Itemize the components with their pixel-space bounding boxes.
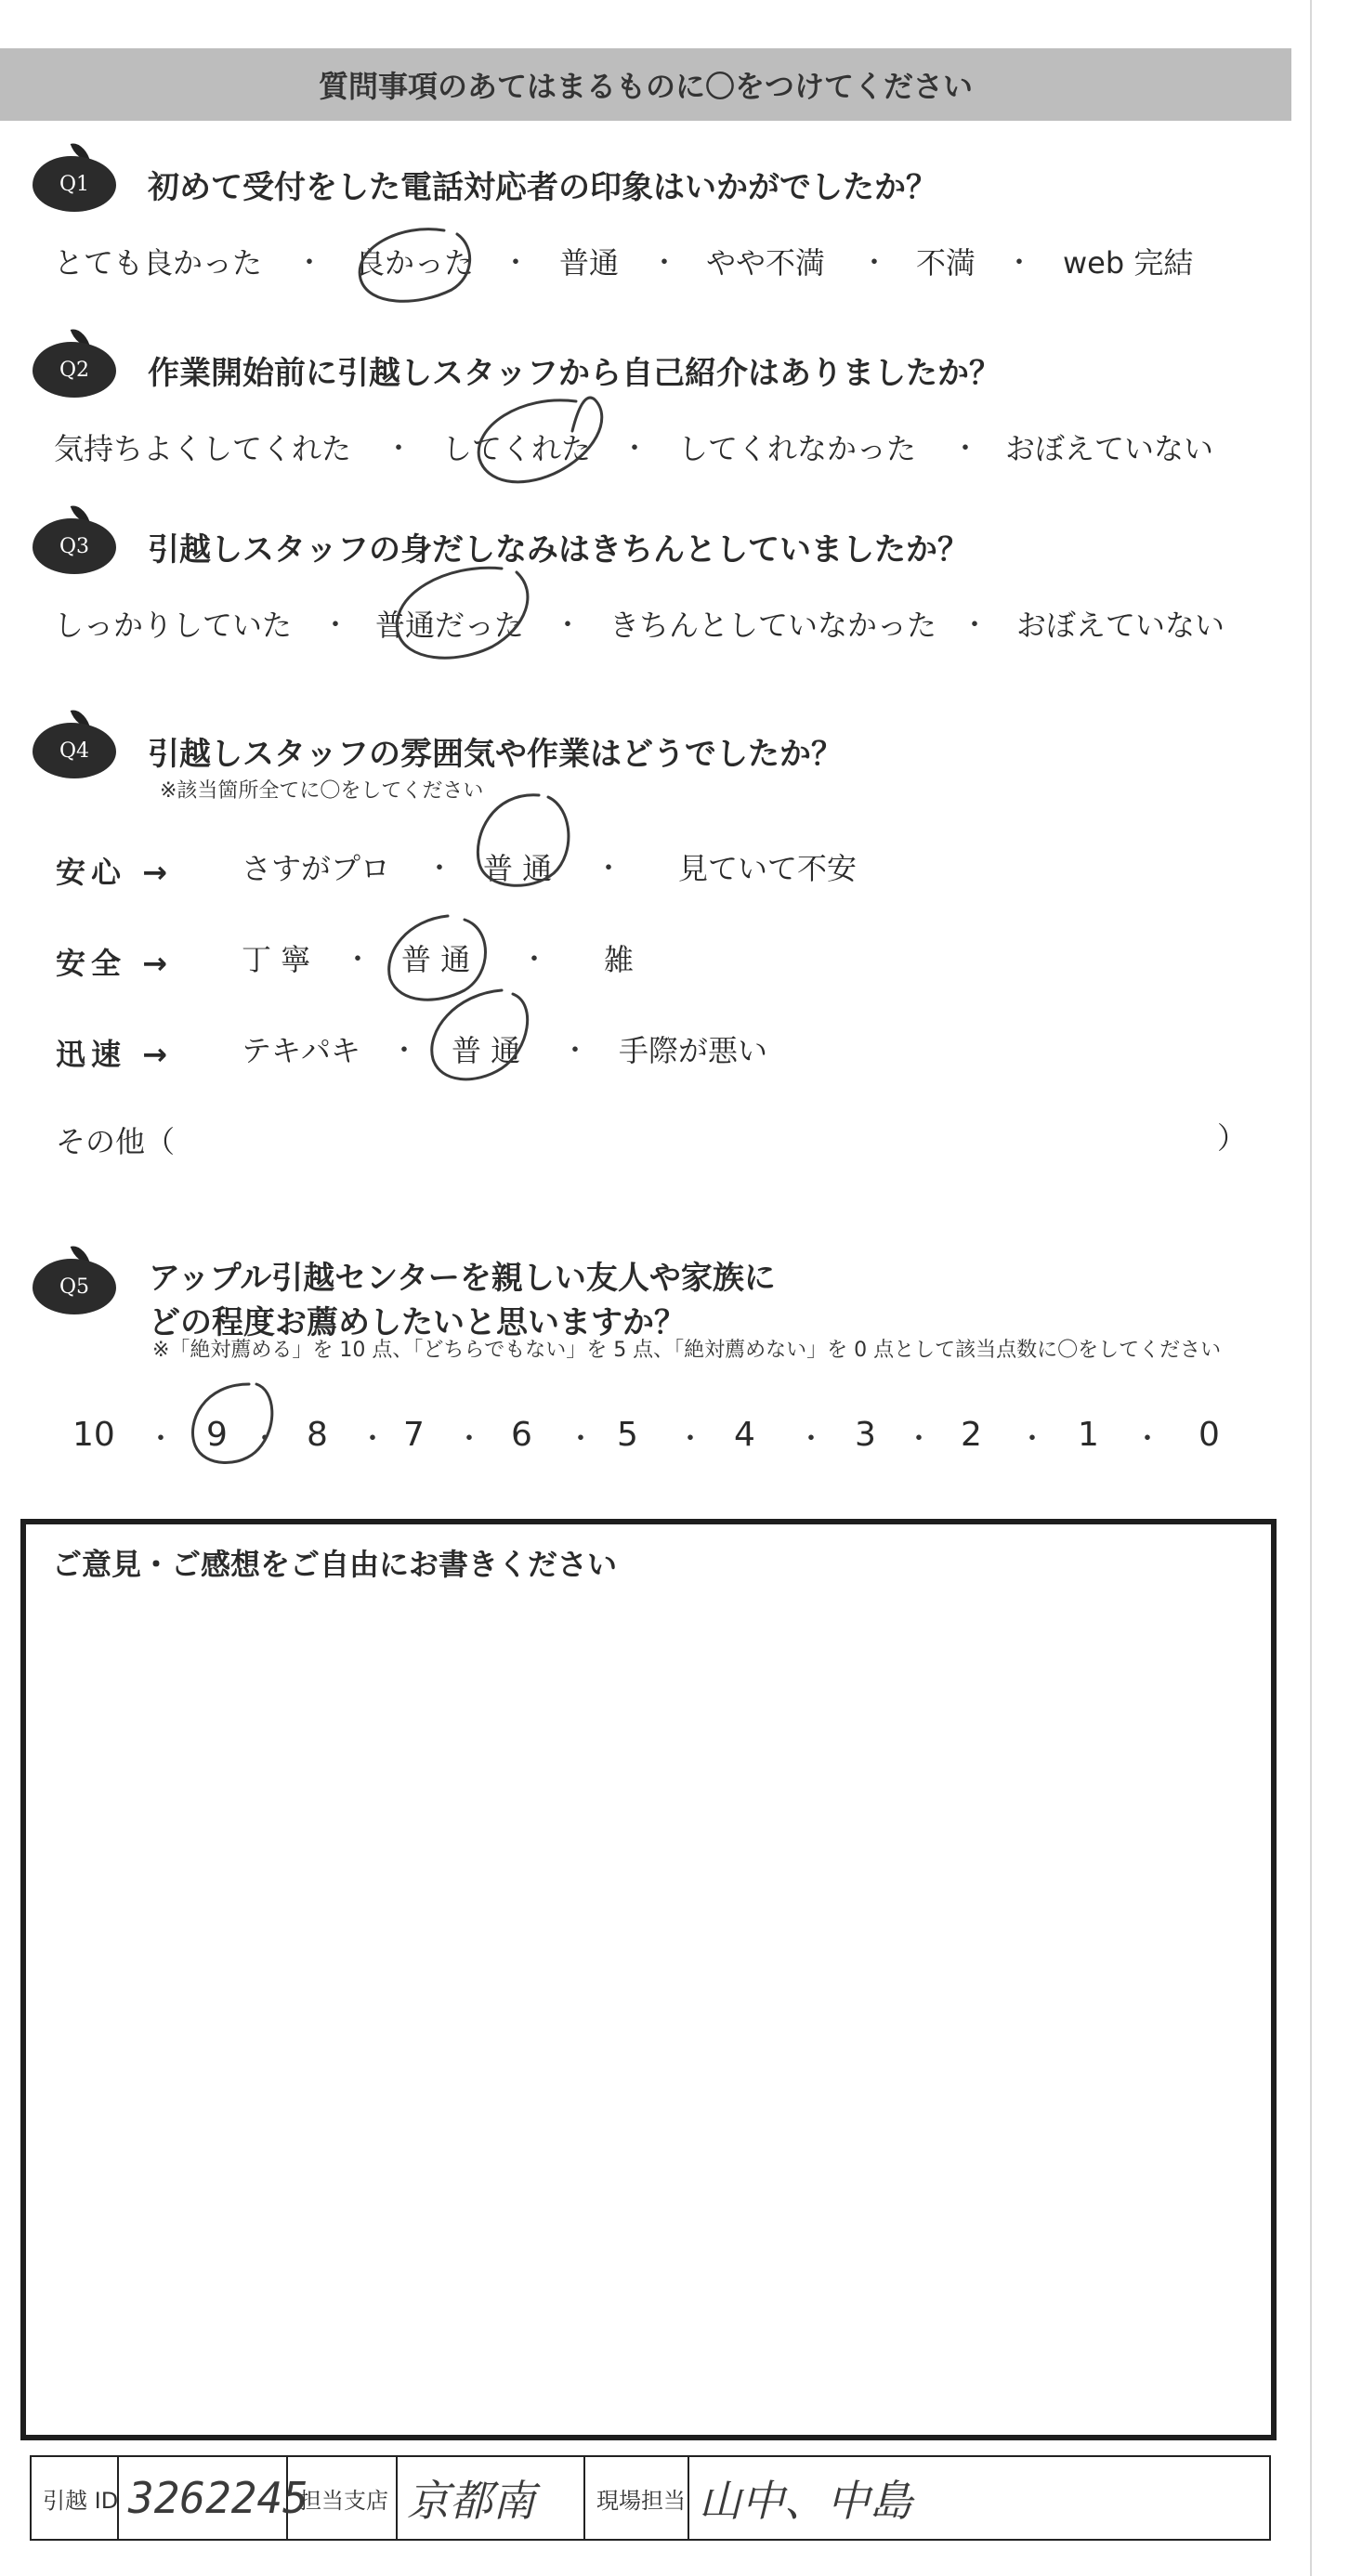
q2-header — [33, 342, 1001, 398]
separator: ・ — [502, 247, 530, 280]
separator: ・ — [797, 1423, 825, 1456]
q3-option[interactable]: きちんとしていなかった — [609, 608, 937, 643]
q4-row-label-anshin: 安心 → — [56, 855, 173, 890]
q4-row2-option-selected[interactable]: 普 通 — [401, 942, 471, 977]
separator: ・ — [359, 1423, 386, 1456]
q5-score[interactable]: 2 — [961, 1416, 982, 1454]
q3-question: 引越しスタッフの身だしなみはきちんとしていましたか？ — [148, 530, 969, 569]
separator: ・ — [554, 609, 582, 642]
q4-row-label-anzen: 安全 → — [56, 946, 173, 981]
q2-option[interactable]: おぼえていない — [1005, 431, 1214, 466]
separator: ・ — [1005, 247, 1033, 280]
q2-badge-icon: Q2 — [33, 342, 116, 398]
q5-score[interactable]: 1 — [1078, 1416, 1099, 1454]
q5-question-line2: どの程度お薦めしたいと思いますか？ — [149, 1304, 686, 1341]
q2-option[interactable]: してくれなかった — [678, 431, 917, 466]
staff-value: 山中、中島 — [699, 2476, 912, 2526]
q1-question: 初めて受付をした電話対応者の印象はいかがでしたか？ — [148, 168, 937, 206]
q3-option-selected[interactable]: 普通だった — [375, 608, 525, 643]
q5-badge-icon: Q5 — [33, 1259, 116, 1314]
separator: ・ — [905, 1423, 933, 1456]
q2-question: 作業開始前に引越しスタッフから自己紹介はありましたか？ — [148, 354, 1001, 392]
separator: ・ — [621, 433, 648, 465]
q4-row-label-jinsoku: 迅速 → — [56, 1037, 173, 1072]
separator: ・ — [385, 433, 413, 465]
q4-row3-option[interactable]: テキパキ — [242, 1033, 361, 1068]
separator: ・ — [390, 1035, 418, 1067]
q5-score[interactable]: 3 — [855, 1416, 876, 1454]
q4-other-label: その他（ — [56, 1124, 176, 1159]
q1-option[interactable]: 不満 — [916, 245, 976, 281]
q4-row3-option-selected[interactable]: 普 通 — [452, 1033, 521, 1068]
q4-row1-option-selected[interactable]: 普 通 — [483, 851, 553, 886]
footer-id-label-cell — [32, 2457, 119, 2539]
q4-row2-option[interactable]: 丁 寧 — [242, 942, 311, 977]
separator: ・ — [321, 609, 349, 642]
q1-option[interactable]: とても良かった — [54, 245, 263, 281]
separator: ・ — [251, 1423, 279, 1456]
q1-option[interactable]: やや不満 — [706, 245, 826, 281]
q5-score[interactable]: 5 — [617, 1416, 638, 1454]
separator: ・ — [147, 1423, 175, 1456]
q5-score[interactable]: 10 — [72, 1416, 115, 1454]
q5-note: ※「絶対薦める」を 10 点、「どちらでもない」を 5 点、「絶対薦めない」を 0 点として該当点数に〇をしてください — [152, 1339, 1222, 1362]
q4-row1-option[interactable]: さすがプロ — [242, 851, 391, 886]
q5-question-line1: アップル引越センターを親しい友人や家族に — [149, 1260, 776, 1297]
move-id-value: 3262245 — [128, 2473, 308, 2523]
comments-box[interactable] — [20, 1519, 1277, 2440]
separator: ・ — [295, 247, 323, 280]
separator: ・ — [567, 1423, 595, 1456]
separator: ・ — [676, 1423, 704, 1456]
separator: ・ — [650, 247, 678, 280]
q1-option[interactable]: 普通 — [559, 245, 620, 281]
footer-staff-value-cell — [689, 2457, 1269, 2539]
footer-id-value-cell — [119, 2457, 308, 2539]
separator: ・ — [561, 1035, 589, 1067]
q3-option[interactable]: おぼえていない — [1016, 608, 1225, 643]
separator: ・ — [520, 944, 548, 976]
q1-option[interactable]: web 完結 — [1063, 245, 1194, 281]
q4-row2-option[interactable]: 雑 — [604, 942, 635, 977]
footer-info-table — [30, 2455, 1271, 2541]
separator: ・ — [455, 1423, 483, 1456]
q5-score[interactable]: 0 — [1198, 1416, 1220, 1454]
q3-header — [33, 518, 969, 574]
q5-score-selected[interactable]: 9 — [206, 1416, 228, 1454]
separator: ・ — [595, 853, 622, 885]
q5-score[interactable]: 8 — [307, 1416, 328, 1454]
separator: ・ — [961, 609, 989, 642]
separator: ・ — [426, 853, 453, 885]
q1-option-selected[interactable]: 良かった — [355, 245, 475, 281]
separator: ・ — [344, 944, 372, 976]
q5-header — [33, 1259, 148, 1314]
q5-score[interactable]: 7 — [403, 1416, 425, 1454]
q5-score[interactable]: 6 — [511, 1416, 532, 1454]
footer-staff-label-cell — [585, 2457, 689, 2539]
separator: ・ — [860, 247, 888, 280]
q4-badge-icon: Q4 — [33, 723, 116, 778]
q3-option[interactable]: しっかりしていた — [54, 608, 293, 643]
footer-id-label: 引越 ID — [43, 2487, 119, 2514]
q2-option[interactable]: 気持ちよくしてくれた — [54, 431, 352, 466]
q4-header — [33, 723, 843, 778]
instruction-banner: 質問事項のあてはまるものに〇をつけてください — [0, 48, 1291, 121]
footer-branch-label: 担当支店 — [299, 2487, 388, 2514]
separator: ・ — [951, 433, 979, 465]
q4-row3-option[interactable]: 手際が悪い — [619, 1033, 768, 1068]
footer-branch-value-cell — [398, 2457, 585, 2539]
footer-branch-label-cell — [288, 2457, 398, 2539]
q3-badge-icon: Q3 — [33, 518, 116, 574]
q4-note: ※該当箇所全てに〇をしてください — [160, 779, 484, 803]
separator: ・ — [1018, 1423, 1046, 1456]
q1-badge-icon: Q1 — [33, 156, 116, 212]
q5-score[interactable]: 4 — [734, 1416, 755, 1454]
q4-question: 引越しスタッフの雰囲気や作業はどうでしたか？ — [148, 735, 843, 773]
q2-option-selected[interactable]: してくれた — [442, 431, 592, 466]
comments-title: ご意見・ご感想をご自由にお書きください — [52, 1547, 618, 1582]
paper-edge — [1310, 0, 1312, 2576]
q4-other-close: ） — [1217, 1120, 1248, 1156]
q4-row1-option[interactable]: 見ていて不安 — [678, 851, 858, 886]
q1-header — [33, 156, 937, 212]
separator: ・ — [1133, 1423, 1161, 1456]
footer-staff-label: 現場担当 — [596, 2487, 686, 2514]
branch-value: 京都南 — [407, 2476, 535, 2526]
